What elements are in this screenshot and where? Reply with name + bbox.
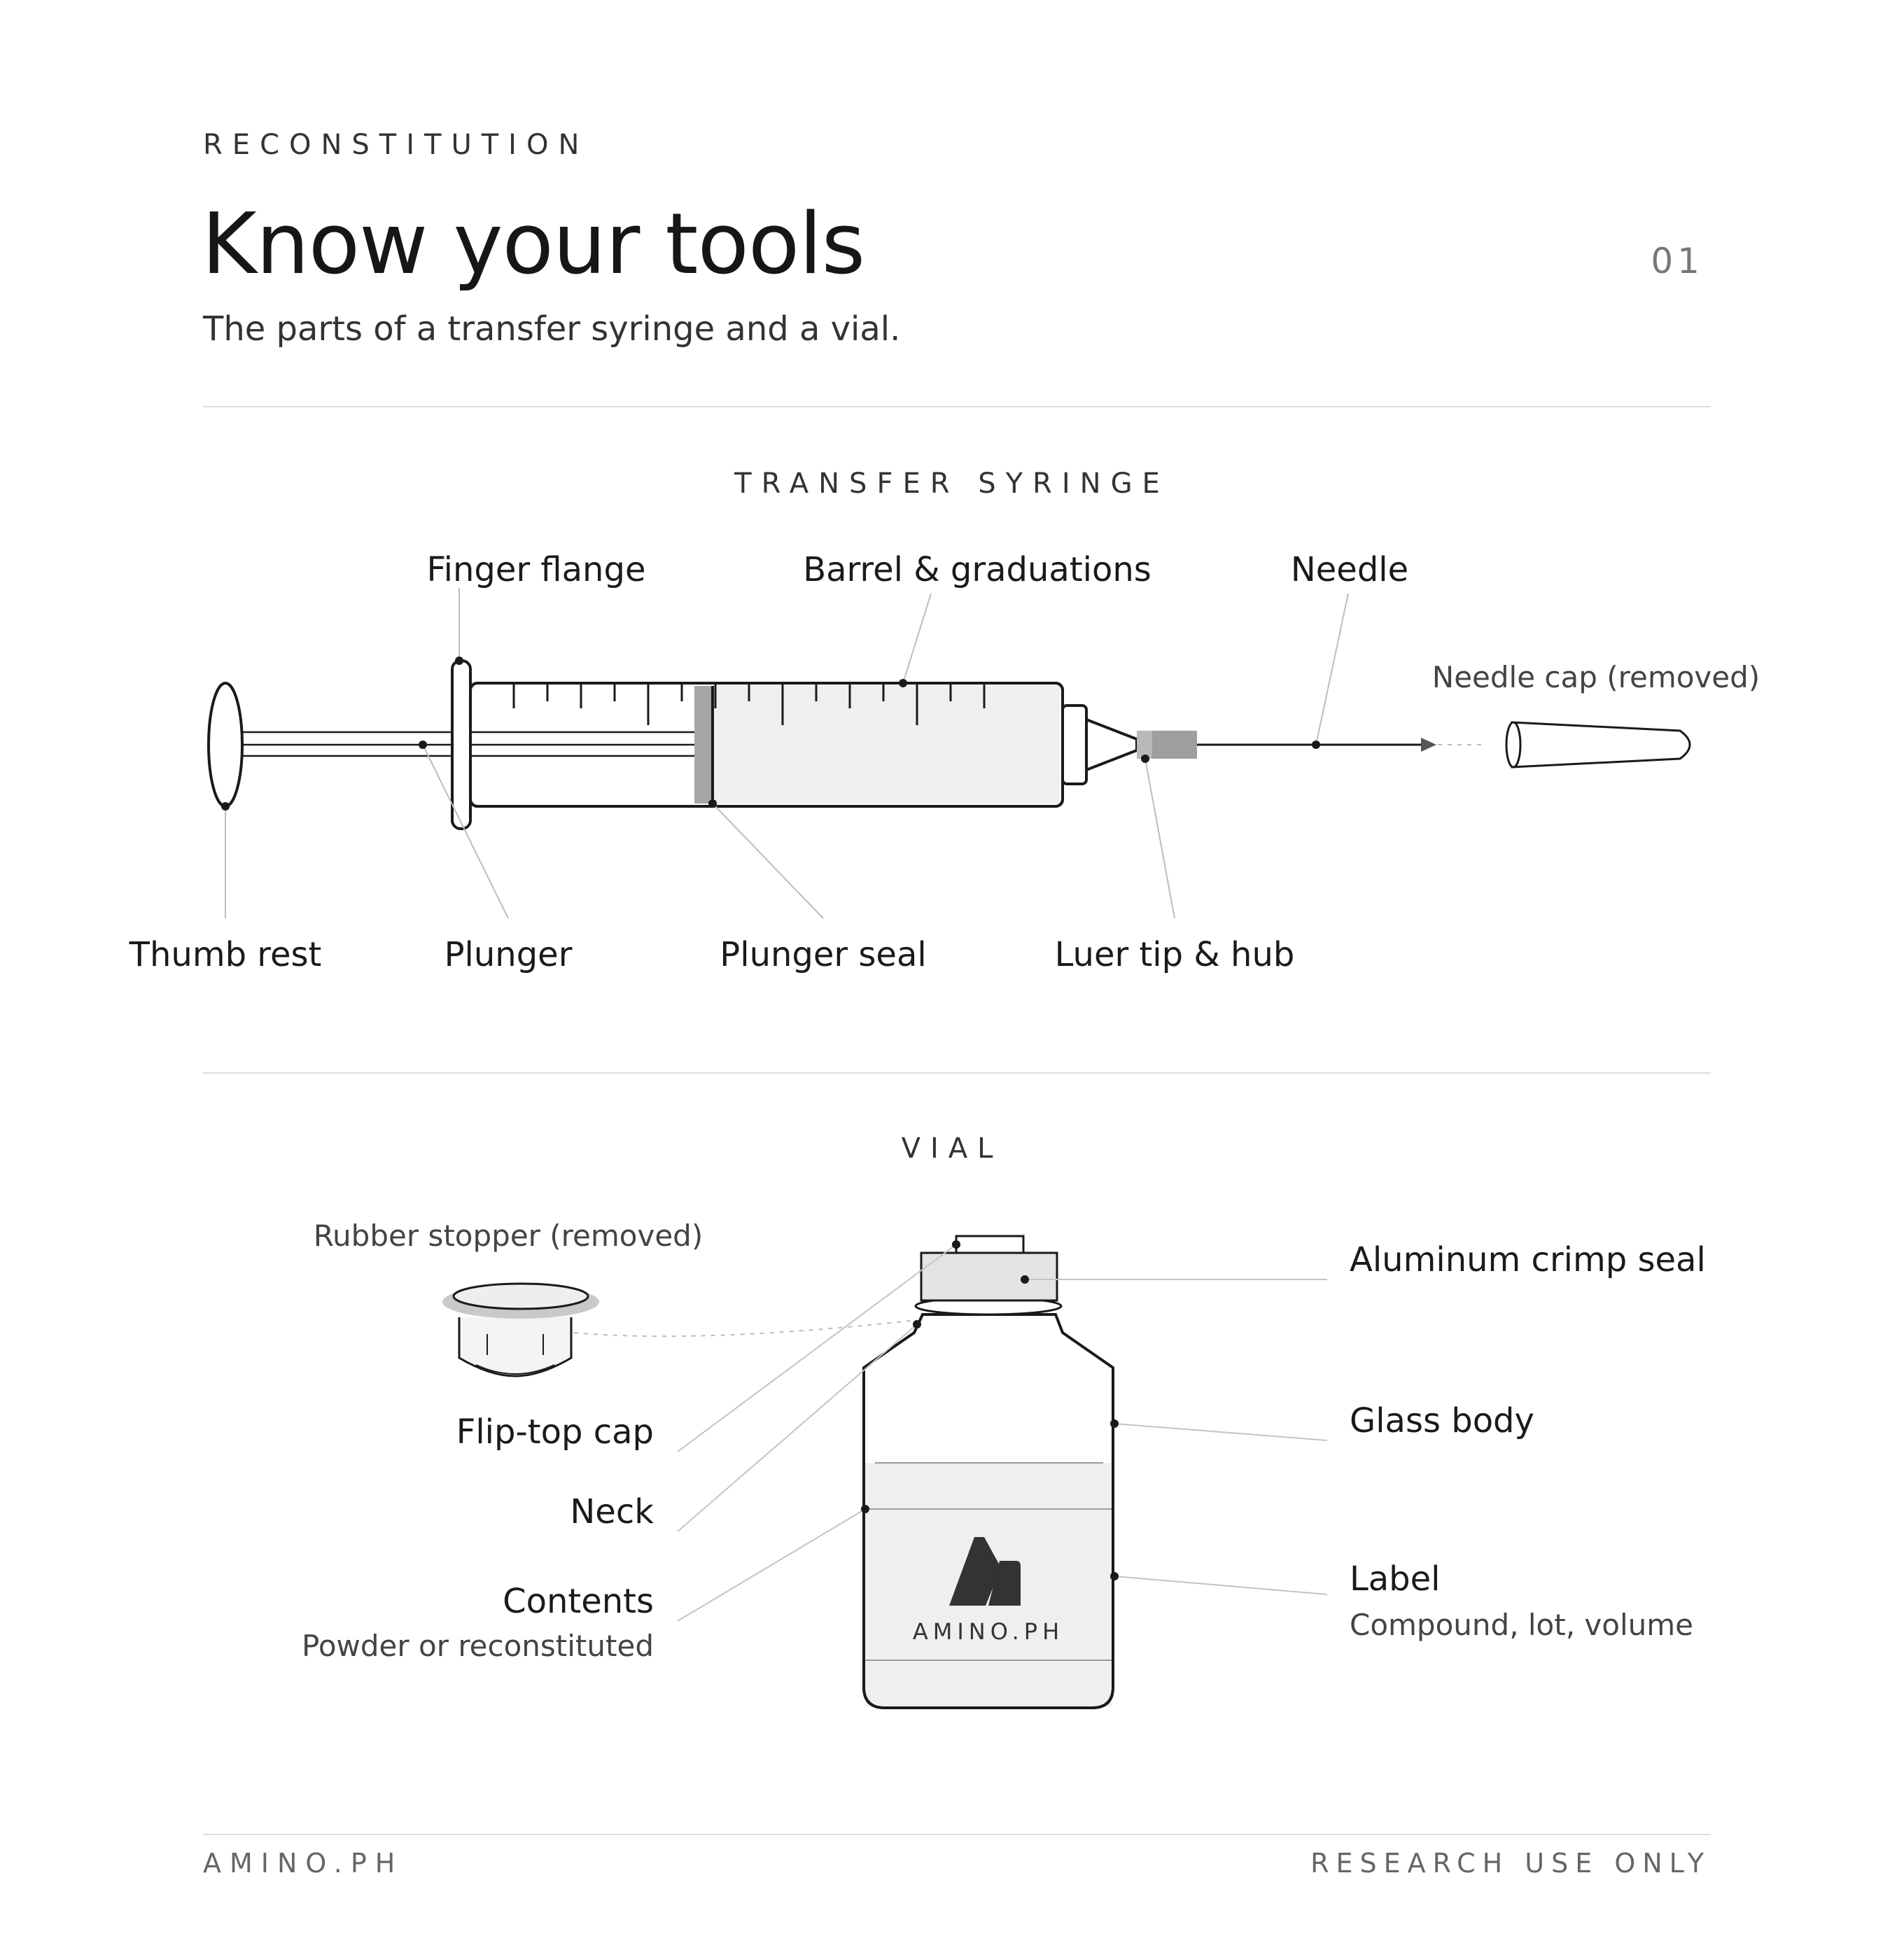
page-title: Know your tools: [202, 196, 865, 293]
syringe-section-title: TRANSFER SYRINGE: [734, 468, 1170, 500]
label-finger-flange: Finger flange: [426, 550, 646, 589]
label-label-sub: Compound, lot, volume: [1350, 1608, 1694, 1642]
label-needle: Needle: [1290, 550, 1409, 589]
label-luer: Luer tip & hub: [1054, 935, 1295, 974]
label-thumb-rest: Thumb rest: [129, 935, 322, 974]
barrel-fill: [696, 686, 1060, 804]
label-flip-top: Flip-top cap: [456, 1412, 654, 1452]
vial-brand-text: AMINO.PH: [912, 1618, 1065, 1645]
needle-tip: [1421, 738, 1436, 752]
thumb-rest-shape: [209, 683, 242, 806]
label-contents: Contents: [503, 1582, 654, 1621]
divider-middle: [203, 1072, 1711, 1074]
crimp-seal-shape: [921, 1253, 1057, 1300]
rubber-stopper-drawing: [442, 1284, 599, 1376]
plunger-seal-shape: [694, 686, 713, 804]
needle-cap-shape: [1512, 722, 1690, 767]
label-barrel: Barrel & graduations: [803, 550, 1152, 589]
finger-flange-shape: [452, 661, 470, 829]
luer-cone: [1086, 720, 1137, 770]
label-plunger: Plunger: [444, 935, 573, 974]
footer-brand: AMINO.PH: [203, 1848, 404, 1879]
label-glass: Glass body: [1350, 1401, 1534, 1440]
label-crimp: Aluminum crimp seal: [1350, 1240, 1706, 1279]
label-needle-cap: Needle cap (removed): [1432, 660, 1760, 694]
page-number: 01: [1651, 241, 1704, 281]
label-contents-sub: Powder or reconstituted: [302, 1629, 654, 1663]
flip-top-shape: [956, 1236, 1023, 1253]
label-neck: Neck: [570, 1492, 654, 1531]
footer-disclaimer: RESEARCH USE ONLY: [1310, 1848, 1711, 1879]
eyebrow: RECONSTITUTION: [203, 129, 589, 161]
page-subtitle: The parts of a transfer syringe and a vial.: [203, 309, 901, 349]
label-vial-label: Label: [1350, 1559, 1441, 1599]
divider-bottom: [203, 1834, 1711, 1835]
stopper-dashed-path: [574, 1320, 917, 1336]
label-plunger-seal: Plunger seal: [720, 935, 927, 974]
tip-collar: [1063, 706, 1086, 784]
label-stopper: Rubber stopper (removed): [313, 1219, 704, 1253]
vial-section-title: VIAL: [901, 1132, 1003, 1165]
